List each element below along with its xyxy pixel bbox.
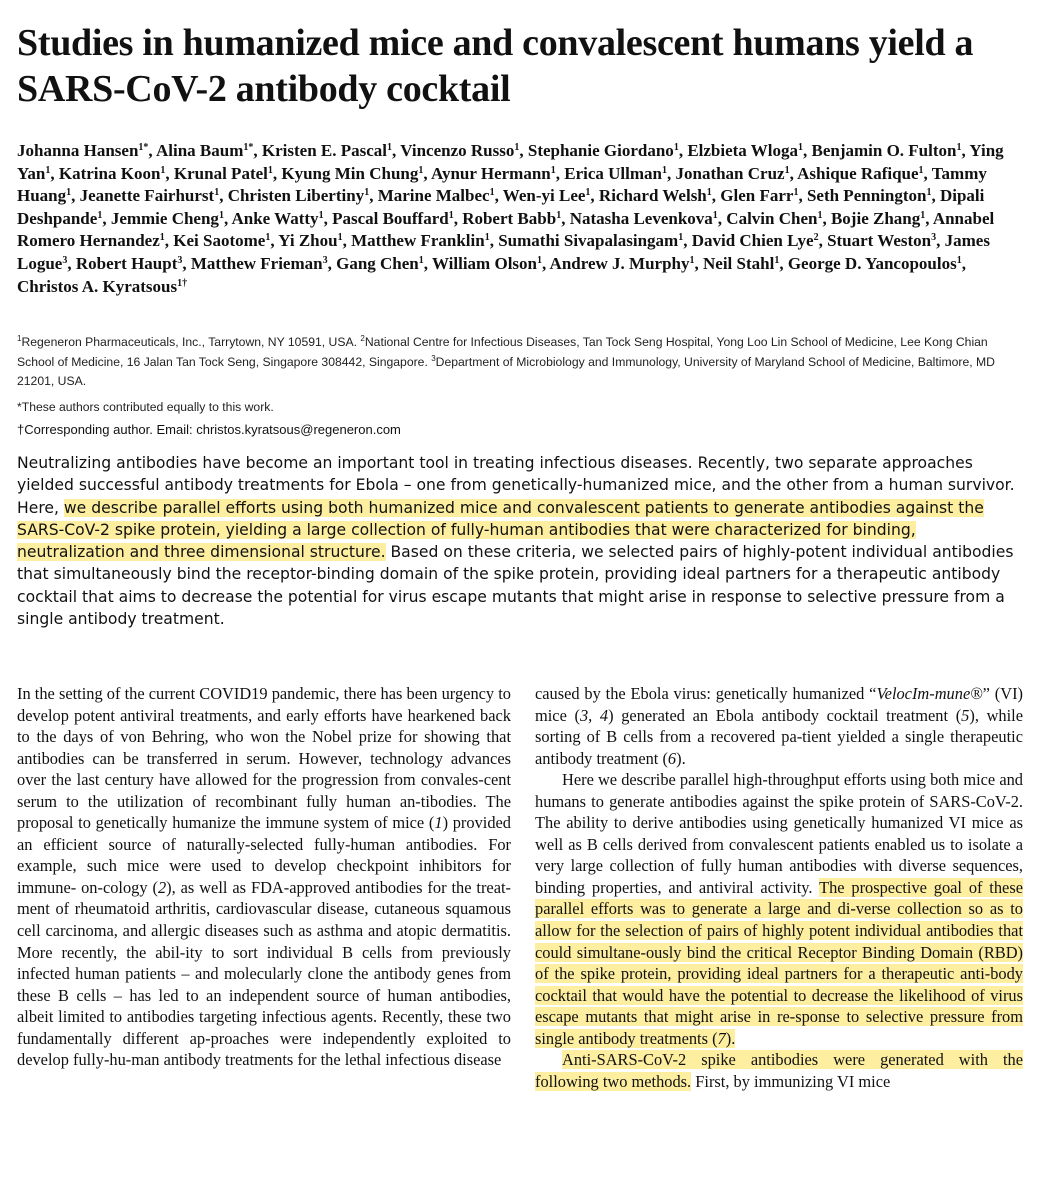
author-affiliation-mark: 1 bbox=[926, 187, 932, 199]
left-text-1: In the setting of the current COVID19 pandemic, there has been urgency to develop potent antiviral treatments, and early efforts have hearkened back to the days of von Behring, who won the Nobel prize for showing that antibodies can be transferred in serum. However, technology advances over the last century have allowed for the progression from convales-cent serum to the utilization of recombinant fully human an-tibodies. The proposal to genetically humanize the immune system of mice ( bbox=[17, 684, 511, 833]
author-affiliation-mark: 1 bbox=[556, 209, 562, 221]
author-name: Neil Stahl bbox=[703, 253, 775, 273]
ref-1[interactable]: 1 bbox=[434, 813, 443, 833]
author-name: Annabel Romero Hernandez bbox=[17, 208, 995, 251]
author-name: Jemmie Cheng bbox=[110, 208, 219, 228]
author-affiliation-mark: 3 bbox=[62, 254, 68, 266]
right-text-1b: ” (VI) mice ( bbox=[535, 684, 1023, 725]
author-name: Pascal Bouffard bbox=[332, 208, 449, 228]
right-text-1d: ), while sorting of B cells from a recovered pa-tient yielded a single therapeutic antibody treatment ( bbox=[535, 705, 1023, 768]
affiliation-text: National Centre for Infectious Diseases, Tan Tock Seng Hospital, Yong Loo Lin School of Medicine, Lee Kong Chian School of Medicine, 16 Jalan Tan Tock Seng, Singapore 308442, Singapore. bbox=[17, 335, 988, 369]
author-name: Jonathan Cruz bbox=[675, 163, 785, 183]
author-affiliation-mark: 1 bbox=[160, 164, 166, 176]
corresponding-author: †Corresponding author. Email: christos.kyratsous@regeneron.com bbox=[17, 422, 401, 437]
right-highlight-1-end: ). bbox=[725, 1028, 736, 1048]
article-title: Studies in humanized mice and convalescent humans yield a SARS-CoV-2 antibody cocktail bbox=[17, 22, 974, 110]
author-affiliation-mark: 1 bbox=[159, 232, 165, 244]
author-affiliation-mark: 2 bbox=[813, 232, 819, 244]
author-name: Kyung Min Chung bbox=[281, 163, 419, 183]
author-name: Jeanette Fairhurst bbox=[79, 186, 215, 206]
velocimmune-term: VelocIm-mune® bbox=[876, 684, 983, 703]
right-highlight-1-text: The prospective goal of these parallel efforts was to generate a large and di-verse collection so as to allow for the selection of pairs of highly potent individual antibodies that could simultane-ously bind the critical Receptor Binding Domain (RBD) of the spike protein, providing ideal partners for a therapeutic anti-body cocktail that would have the potential to decrease the likelihood of virus escape mutants that might arise in re-sponse to selective pressure from single antibody treatments ( bbox=[535, 877, 1023, 1048]
author-name: Richard Welsh bbox=[598, 186, 707, 206]
author-affiliation-mark: 1 bbox=[536, 254, 542, 266]
author-name: Sumathi Sivapalasingam bbox=[498, 231, 679, 251]
author-name: Kei Saotome bbox=[173, 231, 266, 251]
body-column-left bbox=[17, 683, 511, 1071]
author-name: Erica Ullman bbox=[564, 163, 662, 183]
author-name: Dipali Deshpande bbox=[17, 186, 985, 228]
author-affiliation-mark: 1 bbox=[550, 164, 556, 176]
ref-3-4[interactable]: 3, 4 bbox=[579, 705, 609, 725]
author-name: Elzbieta Wloga bbox=[687, 141, 798, 160]
author-affiliation-mark: 1 bbox=[689, 254, 695, 266]
author-affiliation-mark: 1* bbox=[138, 142, 149, 153]
author-name: Calvin Chen bbox=[726, 208, 818, 228]
author-affiliation-mark: 1 bbox=[678, 232, 684, 244]
author-name: Gang Chen bbox=[336, 253, 419, 273]
author-name: Tammy Huang bbox=[17, 163, 987, 206]
author-name: Marine Malbec bbox=[377, 186, 490, 206]
author-name: Wen-yi Lee bbox=[502, 186, 586, 206]
author-affiliation-mark: 1 bbox=[267, 164, 273, 176]
left-text-2: ) provided an efficient source of naturally-selected fully-human antibodies. For example, such mice were used to develop checkpoint inhibitors for immune- on-cology ( bbox=[17, 813, 511, 897]
author-affiliation-mark: 1 bbox=[956, 142, 962, 153]
author-affiliation-mark: 1 bbox=[387, 142, 393, 153]
right-text-1a: caused by the Ebola virus: genetically humanized “ bbox=[535, 684, 877, 703]
author-name: David Chien Lye bbox=[691, 231, 814, 251]
right-highlight-1 bbox=[535, 878, 1023, 1048]
author-affiliation-mark: 1 bbox=[45, 164, 51, 176]
right-text-2a: Here we describe parallel high-throughput efforts using both mice and humans to generate antibodies against the spike protein of SARS-CoV-2. The ability to derive antibodies using genetically humanized VI mice as well as B cells derived from convalescent patients enabled us to isolate a very large collection of fully human antibodies with diverse sequences, binding properties, and antiviral activity. bbox=[535, 770, 1023, 897]
author-name: Aynur Hermann bbox=[430, 163, 551, 183]
author-name: Johanna Hansen bbox=[17, 141, 139, 160]
author-affiliation-mark: 3 bbox=[322, 254, 328, 266]
author-affiliation-mark: 1 bbox=[97, 209, 103, 221]
author-affiliation-mark: 1 bbox=[418, 254, 424, 266]
author-name: Alina Baum bbox=[155, 141, 244, 160]
author-affiliation-mark: 1 bbox=[793, 187, 799, 199]
author-name: Kristen E. Pascal bbox=[261, 141, 388, 160]
abstract bbox=[17, 452, 1023, 630]
left-text-3: ), as well as FDA-approved antibodies for the treat-ment of rheumatoid arthritis, cardiovascular disease, cutaneous squamous cell carcinoma, and allergic diseases such as asthma and atopic dermatitis. More recently, the abil-ity to sort individual B cells from previously infected human patients – and molecularly clone the antibody genes from these B cells – has led to an independent source of human antibodies, albeit limited to antibodies targeting infectious agents. Recently, these two fundamentally different ap-proaches were independently exploited to develop fully-hu-man antibody treatments for the lethal infectious disease bbox=[17, 877, 511, 1070]
body-column-right bbox=[535, 683, 1023, 1092]
author-affiliation-mark: 3 bbox=[177, 254, 183, 266]
author-affiliation-mark: 1 bbox=[337, 232, 343, 244]
author-name: Seth Pennington bbox=[806, 186, 927, 206]
author-affiliation-mark: 1 bbox=[774, 254, 780, 266]
author-name: Ashique Rafique bbox=[797, 163, 919, 183]
author-name: Yi Zhou bbox=[278, 231, 338, 251]
right-text-3: First, by immunizing VI mice bbox=[691, 1071, 891, 1091]
author-affiliation-mark: 1 bbox=[214, 187, 220, 199]
author-name: Vincenzo Russo bbox=[400, 141, 515, 160]
author-affiliation-mark: 1 bbox=[66, 187, 72, 199]
ref-2[interactable]: 2 bbox=[157, 877, 167, 897]
right-text-1c: ) generated an Ebola antibody cocktail treatment ( bbox=[608, 705, 962, 725]
affiliations bbox=[17, 333, 1023, 392]
author-affiliation-mark: 1 bbox=[418, 164, 424, 176]
author-name: Stuart Weston bbox=[827, 231, 932, 251]
author-name: Matthew Franklin bbox=[351, 231, 485, 251]
author-affiliation-mark: 1 bbox=[514, 142, 520, 153]
author-list: Johanna Hansen$^{1*}$, Alina Baum$^{1*}$, Kristen E. Pascal$^1$, Vincenzo Russo$^1$, Stephanie Giordano$^1$, Elzbieta Wloga$^1$, Benjamin O. Fulton$^1$, Ying Yan$^1$, Katrina Koon$^1$, Krunal Patel$^1$, Kyung Min Chung$^1$, Aynur Hermann$^1$, Erica Ullman$^1$, Jonathan Cruz$^1$, Ashique Rafique$^1$, Tammy Huang$^1$, Jeanette Fairhurst$^1$, Christen Libertiny$^1$, Marine Malbec$^1$, Wen-yi Lee$^1$, Richard Welsh$^1$, Glen Farr$^1$, Seth Pennington$^1$, Dipali Deshpande$^1$, Jemmie Cheng$^1$, Anke Watty$^1$, Pascal Bouffard$^1$, Robert Babb$^1$, Natasha Levenkova$^1$, Calvin Chen$^1$, Bojie Zhang$^1$, Annabel Romero Hernandez$^1$, Kei Saotome$^1$, Yi Zhou$^1$, Matthew Franklin$^1$, Sumathi Sivapalasingam$^1$, David Chien Lye$^2$, Stuart Weston$^3$, James Logue$^3$, Robert Haupt$^3$, Matthew Frieman$^3$, Gang Chen$^1$, William Olson$^1$, Andrew J. Murphy$^1$, Neil Stahl$^1$, George D. Yancopoulos$^1$, Christos A. Kyratsous$^{1\dagger}$ bbox=[17, 141, 1004, 296]
author-name: Robert Babb bbox=[462, 208, 557, 228]
author-name: Stephanie Giordano bbox=[527, 141, 674, 160]
author-name: George D. Yancopoulos bbox=[787, 253, 957, 273]
affiliation-number: 2 bbox=[360, 334, 365, 343]
ref-5[interactable]: 5 bbox=[961, 705, 970, 725]
author-affiliation-mark: 1 bbox=[712, 209, 718, 221]
author-name: Christen Libertiny bbox=[227, 186, 365, 206]
author-affiliation-mark: 1 bbox=[489, 187, 495, 199]
author-name: Benjamin O. Fulton bbox=[811, 141, 957, 160]
author-affiliation-mark: 1 bbox=[218, 209, 224, 221]
ref-6[interactable]: 6 bbox=[667, 748, 677, 768]
author-name: Natasha Levenkova bbox=[569, 208, 713, 228]
author-affiliation-mark: 1 bbox=[364, 187, 370, 199]
affiliation-text: Regeneron Pharmaceuticals, Inc., Tarrytown, NY 10591, USA. bbox=[21, 335, 358, 349]
affiliation-number: 1 bbox=[17, 334, 22, 343]
author-affiliation-mark: 1 bbox=[318, 209, 324, 221]
right-text-1e: ). bbox=[676, 748, 686, 768]
author-affiliation-mark: 1 bbox=[817, 209, 823, 221]
affiliation-number: 3 bbox=[431, 353, 436, 363]
author-name: William Olson bbox=[431, 253, 537, 273]
abstract-highlight: we describe parallel efforts using both humanized mice and convalescent patients to generate antibodies against the SARS-CoV-2 spike protein, yielding a large collection of fully-human antibodies that were characterized for binding, neutralization and three dimensional structure. bbox=[17, 498, 984, 562]
author-name: Matthew Frieman bbox=[190, 253, 323, 273]
author-affiliation-mark: 3 bbox=[931, 232, 937, 244]
author-name: Robert Haupt bbox=[75, 253, 178, 273]
author-affiliation-mark: 1 bbox=[673, 142, 679, 153]
author-name: Christos A. Kyratsous bbox=[17, 276, 178, 296]
author-affiliation-mark: 1 bbox=[920, 209, 926, 221]
author-affiliation-mark: 1 bbox=[265, 232, 271, 244]
author-affiliation-mark: 1 bbox=[956, 254, 962, 266]
author-affiliation-mark: 1* bbox=[243, 142, 254, 153]
author-affiliation-mark: 1† bbox=[177, 277, 188, 289]
author-name: Ying Yan bbox=[17, 141, 1004, 183]
author-affiliation-mark: 1 bbox=[784, 164, 790, 176]
right-paragraph-3 bbox=[535, 1049, 1023, 1092]
author-name: Krunal Patel bbox=[173, 163, 268, 183]
author-affiliation-mark: 1 bbox=[585, 187, 591, 199]
author-name: James Logue bbox=[17, 231, 990, 273]
author-name: Anke Watty bbox=[231, 208, 319, 228]
affiliation-text: Department of Microbiology and Immunology, University of Maryland School of Medicine, Baltimore, MD 21201, USA. bbox=[17, 354, 995, 388]
author-name: Andrew J. Murphy bbox=[549, 253, 690, 273]
right-highlight-2: Anti-SARS-CoV-2 spike antibodies were generated with the following two methods. bbox=[535, 1050, 1023, 1091]
author-affiliation-mark: 1 bbox=[706, 187, 712, 199]
right-paragraph-1 bbox=[535, 683, 1023, 769]
author-affiliation-mark: 1 bbox=[484, 232, 490, 244]
author-name: Bojie Zhang bbox=[830, 208, 921, 228]
abstract-text-start: Neutralizing antibodies have become an important tool in treating infectious diseases. Recently, two separate approaches yielded successful antibody treatments for Ebola – one from genetically-humanized mice, and the other from a human survivor. Here, bbox=[17, 454, 1015, 517]
author-name: Katrina Koon bbox=[58, 163, 161, 183]
equal-contribution-note: *These authors contributed equally to this work. bbox=[17, 400, 274, 414]
ref-7[interactable]: 7 bbox=[717, 1028, 726, 1048]
author-affiliation-mark: 1 bbox=[448, 209, 454, 221]
abstract-text-end: Based on these criteria, we selected pairs of highly-potent individual antibodies that simultaneously bind the receptor-binding domain of the spike protein, providing ideal partners for a therapeutic antibody cocktail that aims to decrease the potential for virus escape mutants that might arise in response to selective pressure from a single antibody treatment. bbox=[17, 543, 1014, 629]
author-affiliation-mark: 1 bbox=[797, 142, 803, 153]
right-paragraph-2 bbox=[535, 769, 1023, 1049]
author-name: Glen Farr bbox=[720, 186, 794, 206]
author-affiliation-mark: 1 bbox=[661, 164, 667, 176]
author-affiliation-mark: 1 bbox=[918, 164, 924, 176]
